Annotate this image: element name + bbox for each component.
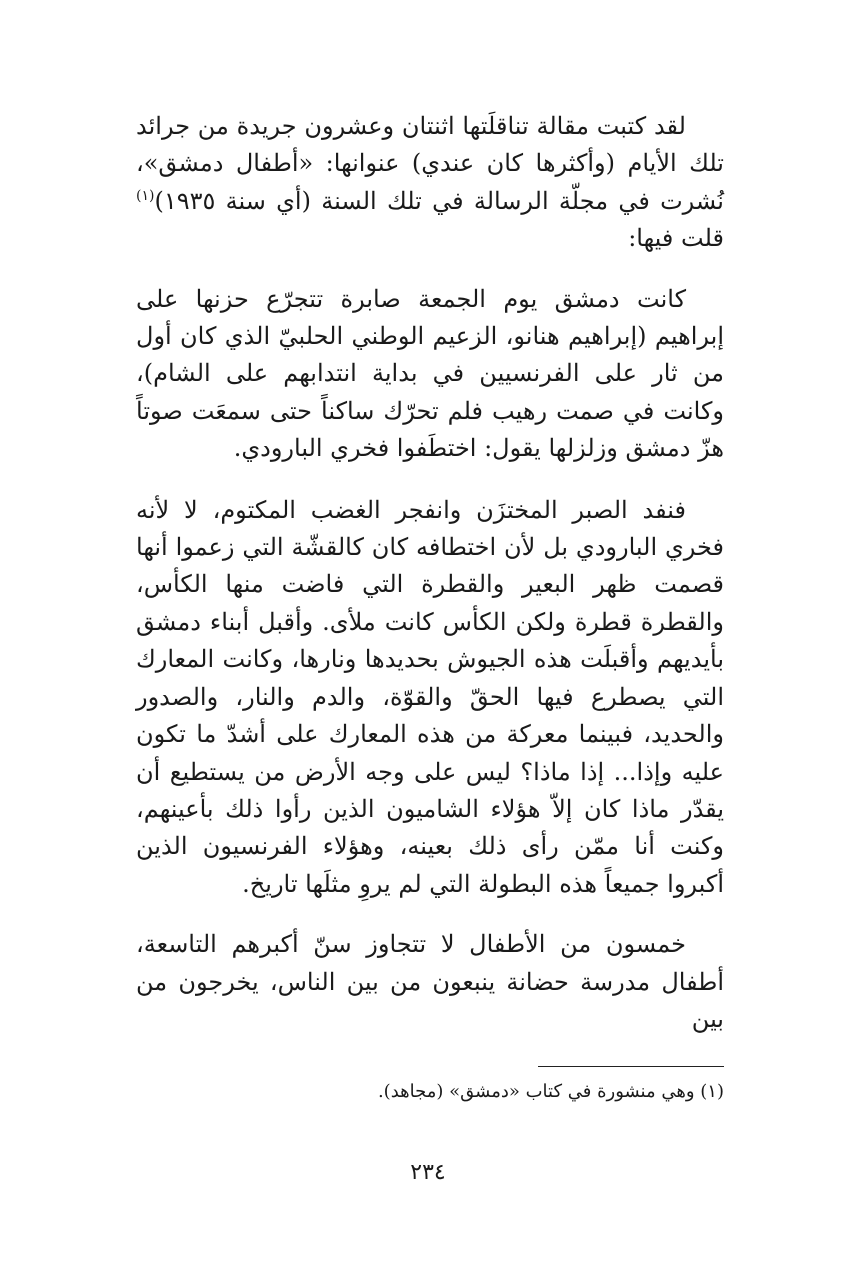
paragraph-1-tail: قلت فيها: bbox=[628, 224, 724, 253]
paragraph-1-text: لقد كتبت مقالة تناقلَتها اثنتان وعشرون جريدة من جرائد تلك الأيام (وأكثرها كان عندي) عنوانها: «أطفال دمشق»، نُشرت في مجلّة الرسالة في تلك السنة (أي سنة ١٩٣٥) bbox=[136, 112, 724, 215]
footnote: (١) وهي منشورة في كتاب «دمشق» (مجاهد). bbox=[377, 1081, 724, 1102]
footnote-divider bbox=[538, 1066, 724, 1067]
page-number: ٢٣٤ bbox=[410, 1160, 446, 1185]
paragraph-3: فنفد الصبر المختزَن وانفجر الغضب المكتوم، لا لأنه فخري البارودي بل لأن اختطافه كان كالقشّة التي زعموا أنها قصمت ظهر البعير والقطرة التي فاضت منها الكأس، والقطرة قطرة ولكن الكأس كانت ملأى. وأقبل أبناء دمشق بأيديهم وأقبلَت هذه الجيوش بحديدها ونارها، وكانت المعارك التي يصطرع فيها الحقّ والقوّة، والدم والنار، والصدور والحديد، فبينما معركة من هذه المعارك على أشدّ ما تكون عليه وإذا... إذا ماذا؟ ليس على وجه الأرض من يستطيع أن يقدّر ماذا كان إلاّ هؤلاء الشاميون الذين رأوا ذلك بأعينهم، وكنت أنا ممّن رأى ذلك بعينه، وهؤلاء الفرنسيون الذين أكبروا جميعاً هذه البطولة التي لم يروِ مثلَها تاريخ. bbox=[136, 495, 724, 898]
footnote-reference[interactable]: (١) bbox=[136, 187, 155, 204]
paragraph-1 bbox=[136, 108, 724, 258]
paragraph-2: كانت دمشق يوم الجمعة صابرة تتجرّع حزنها على إبراهيم (إبراهيم هنانو، الزعيم الوطني الحلبيّ الذي كان أول من ثار على الفرنسيين في بداية انتدابهم على الشام)، وكانت في صمت رهيب فلم تحرّك ساكناً حتى سمعَت صوتاً هزّ دمشق وزلزلها يقول: اختطَفوا فخري البارودي. bbox=[136, 284, 724, 463]
paragraph-4: خمسون من الأطفال لا تتجاوز سنّ أكبرهم التاسعة، أطفال مدرسة حضانة ينبعون من بين الناس، يخرجون من بين bbox=[136, 930, 724, 1033]
page-body bbox=[136, 108, 724, 1038]
